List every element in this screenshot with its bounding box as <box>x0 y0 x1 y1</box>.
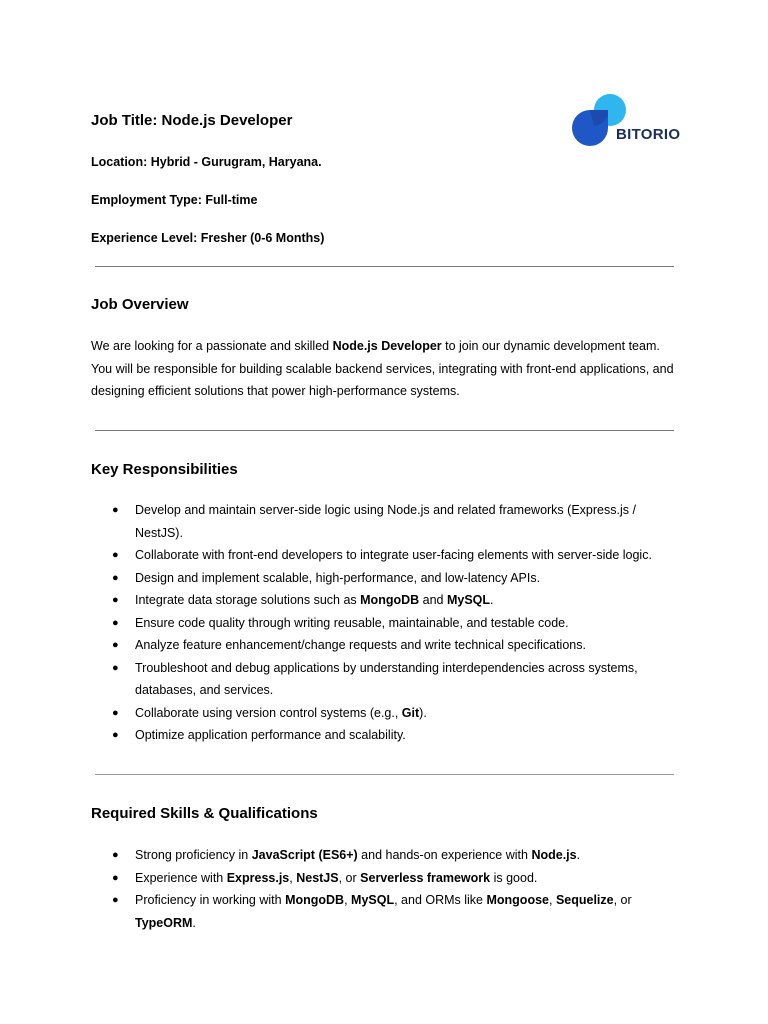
bullet-icon: ● <box>112 894 119 906</box>
list-item-text: , and ORMs like <box>394 893 487 907</box>
list-item <box>91 612 691 635</box>
list-item-text: Troubleshoot and debug applications by understanding interdependencies across systems, databases, and services. <box>135 660 638 697</box>
list-item-emphasis: Git <box>401 705 420 720</box>
divider <box>95 774 674 775</box>
list-item-text: Experience with <box>135 870 227 885</box>
list-item <box>91 634 691 657</box>
list-item-emphasis: MySQL <box>351 893 395 907</box>
list-item <box>91 657 691 702</box>
list-item <box>91 724 691 747</box>
list-item-text: Analyze feature enhancement/change requests and write technical specifications. <box>135 638 586 652</box>
list-item <box>91 702 691 725</box>
experience-level: Experience Level: Fresher (0-6 Months) <box>91 231 325 245</box>
logo-text: BITORIO <box>616 126 681 143</box>
bullet-icon: ● <box>112 594 119 606</box>
section-heading-skills: Required Skills & Qualifications <box>91 805 318 822</box>
list-item-text: , <box>548 893 556 907</box>
divider <box>95 266 674 267</box>
list-item-text: and hands-on experience with <box>357 848 532 862</box>
list-item-emphasis: Node.js <box>531 848 577 862</box>
list-item-emphasis: Sequelize <box>555 893 614 907</box>
section-heading-responsibilities: Key Responsibilities <box>91 461 238 478</box>
list-item-text: Develop and maintain server-side logic using Node.js and related frameworks (Express.js / NestJS). <box>135 503 636 540</box>
overview-emphasis: Node.js Developer <box>332 339 442 353</box>
section-heading-overview: Job Overview <box>91 296 189 313</box>
list-item <box>91 567 691 590</box>
overview-text: to join our dynamic development team. <box>441 339 660 353</box>
employment-type: Employment Type: Full-time <box>91 193 258 207</box>
job-location: Location: Hybrid - Gurugram, Haryana. <box>91 155 322 169</box>
bullet-icon: ● <box>112 729 119 741</box>
responsibilities-list <box>91 499 691 747</box>
list-item-emphasis: MySQL <box>446 593 491 607</box>
list-item-text: , or <box>338 870 361 885</box>
bitorio-logo-icon <box>568 92 683 154</box>
list-item-text: Collaborate using version control systems (e.g., <box>135 705 402 720</box>
bullet-icon: ● <box>112 616 119 629</box>
skills-list <box>91 844 691 934</box>
list-item-text: , or <box>613 893 632 907</box>
list-item-text: Proficiency in working with <box>135 893 286 907</box>
bullet-icon: ● <box>112 639 119 651</box>
list-item-text: . <box>576 848 581 862</box>
list-item-text: is good. <box>490 870 538 885</box>
bullet-icon: ● <box>112 871 119 884</box>
list-item-text: Integrate data storage solutions such as <box>135 593 361 607</box>
list-item-text: Optimize application performance and scalability. <box>135 728 406 742</box>
bullet-icon: ● <box>112 849 119 861</box>
list-item-text: . <box>192 915 196 930</box>
list-item-text: . <box>490 593 494 607</box>
list-item-emphasis: NestJS <box>296 870 339 885</box>
list-item-text: Collaborate with front-end developers to integrate user-facing elements with server-side logic. <box>135 548 652 562</box>
list-item-emphasis: MongoDB <box>285 893 345 907</box>
bullet-icon: ● <box>112 549 119 561</box>
list-item-text: , <box>344 893 352 907</box>
list-item-text: ). <box>419 705 427 720</box>
list-item <box>91 867 691 890</box>
list-item <box>91 589 691 612</box>
overview-text: You will be responsible for building scalable backend services, integrating with front-end applications, and designing efficient solutions that power high-performance systems. <box>91 361 674 398</box>
bullet-icon: ● <box>112 504 119 516</box>
list-item <box>91 499 691 544</box>
bullet-icon: ● <box>112 571 119 584</box>
list-item-emphasis: JavaScript (ES6+) <box>251 848 358 862</box>
bullet-icon: ● <box>112 706 119 719</box>
list-item-emphasis: Serverless framework <box>360 870 491 885</box>
divider <box>95 430 674 431</box>
list-item-text: Ensure code quality through writing reusable, maintainable, and testable code. <box>135 615 569 630</box>
list-item <box>91 844 691 867</box>
job-title: Job Title: Node.js Developer <box>91 112 293 129</box>
list-item-emphasis: Express.js <box>226 870 290 885</box>
list-item <box>91 889 691 934</box>
list-item-emphasis: MongoDB <box>360 593 420 607</box>
list-item <box>91 544 691 567</box>
list-item-text: and <box>419 593 447 607</box>
overview-paragraph <box>91 335 691 403</box>
overview-text: We are looking for a passionate and skilled <box>91 339 333 353</box>
bullet-icon: ● <box>112 661 119 674</box>
list-item-emphasis: TypeORM <box>135 915 193 930</box>
list-item-text: Design and implement scalable, high-performance, and low-latency APIs. <box>135 570 541 585</box>
list-item-text: , <box>289 870 297 885</box>
list-item-emphasis: Mongoose <box>486 893 549 907</box>
list-item-text: Strong proficiency in <box>135 848 252 862</box>
